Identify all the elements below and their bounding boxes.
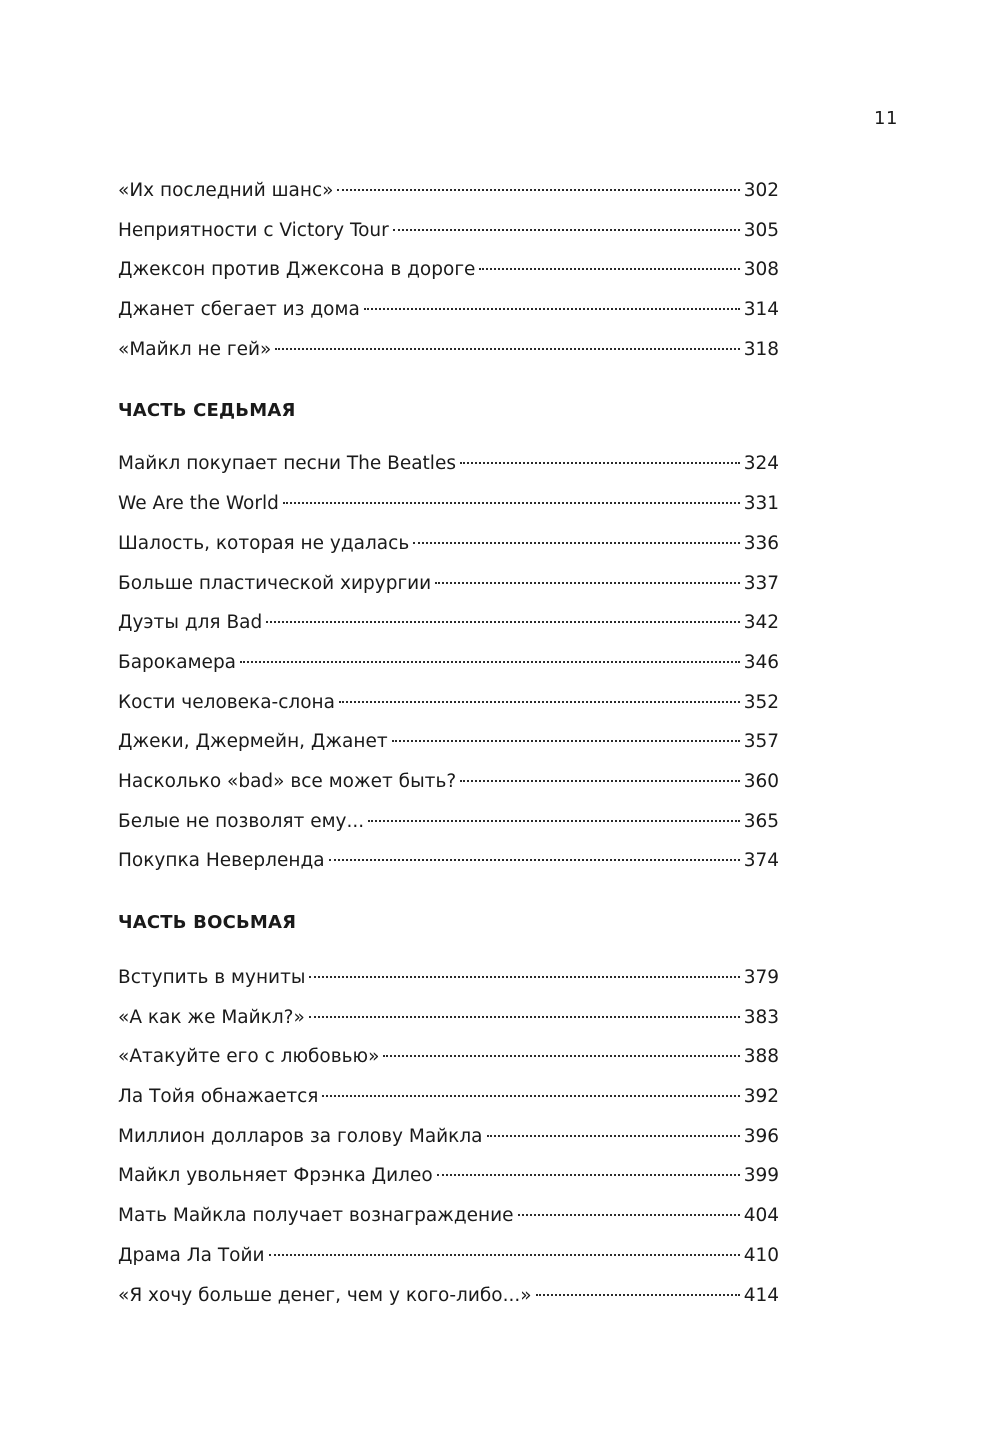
toc-entry-title: We Are the World: [118, 493, 279, 515]
toc-entry[interactable]: [118, 571, 779, 611]
dot-leader: [479, 268, 739, 270]
toc-entry-title: «А как же Майкл?»: [118, 1006, 305, 1028]
section-heading-part-eight: ЧАСТЬ ВОСЬМАЯ: [118, 912, 297, 933]
toc-entry-title: Вступить в муниты: [118, 967, 306, 988]
toc-entry-page: 383: [743, 1006, 779, 1028]
toc-entry-page: 360: [743, 770, 779, 792]
toc-entry-page: 305: [743, 219, 779, 241]
toc-entry-title: Джексон против Джексона в дороге: [118, 259, 476, 281]
toc-entry-title: Больше пластической хирургии: [118, 572, 432, 594]
toc-entry-title: «Я хочу больше денег, чем у кого-либо...»: [118, 1284, 532, 1306]
table-of-contents: [118, 178, 779, 1322]
toc-entry[interactable]: [118, 178, 779, 218]
toc-entry-page: 346: [743, 651, 779, 673]
toc-entry-title: Барокамера: [118, 651, 237, 673]
toc-entry[interactable]: [118, 690, 779, 730]
dot-leader: [275, 348, 739, 350]
dot-leader: [266, 621, 739, 623]
dot-leader: [393, 229, 740, 231]
toc-entry[interactable]: [118, 1163, 779, 1203]
toc-entry-title: Покупка Неверленда: [118, 850, 325, 872]
toc-entry[interactable]: [118, 218, 779, 258]
dot-leader: [392, 740, 740, 742]
toc-entry-page: 308: [743, 259, 779, 281]
toc-entry[interactable]: [118, 531, 779, 571]
toc-entry[interactable]: [118, 337, 779, 377]
toc-entry[interactable]: [118, 257, 779, 297]
toc-entry-title: Шалость, которая не удалась: [118, 532, 410, 554]
toc-entry-page: 337: [743, 572, 779, 594]
toc-entry-page: 388: [743, 1046, 779, 1068]
toc-entry[interactable]: [118, 1044, 779, 1084]
dot-leader: [460, 780, 740, 782]
toc-entry-page: 379: [743, 967, 779, 988]
toc-entry-page: 302: [743, 180, 779, 201]
dot-leader: [487, 1135, 740, 1137]
toc-entry-page: 410: [743, 1244, 779, 1266]
toc-entry-title: «Их последний шанс»: [118, 180, 334, 201]
toc-entry-title: Неприятности с Victory Tour: [118, 219, 389, 241]
toc-entry[interactable]: [118, 1084, 779, 1124]
section-heading-part-seven: ЧАСТЬ СЕДЬМАЯ: [118, 400, 296, 422]
toc-entry-title: Ла Тойя обнажается: [118, 1086, 319, 1108]
toc-entry-page: 331: [743, 493, 779, 515]
toc-entry[interactable]: [118, 297, 779, 337]
toc-entry-page: 352: [743, 691, 779, 713]
toc-entry-page: 399: [743, 1165, 779, 1187]
toc-entry[interactable]: [118, 1124, 779, 1164]
toc-entry-title: Дуэты для Bad: [118, 612, 263, 634]
dot-leader: [309, 976, 739, 978]
dot-leader: [337, 189, 739, 191]
toc-entry[interactable]: [118, 1005, 779, 1045]
toc-entry-page: 396: [743, 1125, 779, 1147]
dot-leader: [437, 1174, 740, 1176]
dot-leader: [368, 820, 740, 822]
dot-leader: [383, 1055, 739, 1057]
toc-entry-title: Насколько «bad» все может быть?: [118, 770, 457, 792]
toc-group-part-seven: [118, 451, 779, 888]
toc-entry[interactable]: [118, 1203, 779, 1243]
toc-entry[interactable]: [118, 965, 779, 1005]
toc-entry-page: 336: [743, 532, 779, 554]
dot-leader: [329, 859, 740, 861]
toc-entry[interactable]: [118, 848, 779, 888]
toc-entry-title: Кости человека-слона: [118, 691, 335, 713]
toc-entry-page: 374: [743, 850, 779, 872]
toc-entry-title: Мать Майкла получает вознаграждение: [118, 1205, 514, 1227]
toc-group-continued: [118, 178, 779, 376]
toc-entry[interactable]: [118, 451, 779, 491]
toc-entry-page: 342: [743, 612, 779, 634]
toc-entry[interactable]: [118, 610, 779, 650]
dot-leader: [460, 462, 740, 464]
toc-entry-title: Джанет сбегает из дома: [118, 299, 360, 321]
toc-entry[interactable]: [118, 491, 779, 531]
dot-leader: [309, 1016, 740, 1018]
toc-entry-page: 318: [743, 338, 779, 360]
dot-leader: [283, 502, 740, 504]
toc-entry-page: 404: [743, 1205, 779, 1227]
toc-entry-title: «Атакуйте его с любовью»: [118, 1046, 380, 1068]
dot-leader: [339, 701, 740, 703]
dot-leader: [240, 661, 740, 663]
toc-entry[interactable]: [118, 1283, 779, 1323]
dot-leader: [413, 542, 739, 544]
toc-entry[interactable]: [118, 769, 779, 809]
toc-entry-page: 324: [743, 453, 779, 475]
toc-group-part-eight: [118, 965, 779, 1322]
toc-entry-title: Белые не позволят ему...: [118, 810, 365, 832]
dot-leader: [435, 582, 739, 584]
dot-leader: [518, 1214, 740, 1216]
dot-leader: [322, 1095, 739, 1097]
dot-leader: [536, 1294, 740, 1296]
toc-entry-title: «Майкл не гей»: [118, 338, 272, 360]
toc-entry-title: Миллион долларов за голову Майкла: [118, 1125, 483, 1147]
toc-entry[interactable]: [118, 1243, 779, 1283]
toc-entry-page: 392: [743, 1086, 779, 1108]
toc-entry-title: Драма Ла Тойи: [118, 1244, 265, 1266]
dot-leader: [269, 1254, 740, 1256]
toc-entry-title: Майкл покупает песни The Beatles: [118, 453, 456, 475]
toc-entry[interactable]: [118, 809, 779, 849]
toc-entry-page: 357: [743, 731, 779, 753]
toc-entry-title: Джеки, Джермейн, Джанет: [118, 731, 388, 753]
toc-entry-page: 314: [743, 299, 779, 321]
toc-entry[interactable]: [118, 650, 779, 690]
toc-entry-page: 365: [743, 810, 779, 832]
toc-entry-page: 414: [743, 1284, 779, 1306]
page-number: 11: [874, 108, 898, 129]
toc-entry-title: Майкл увольняет Фрэнка Дилео: [118, 1165, 433, 1187]
toc-entry[interactable]: [118, 729, 779, 769]
dot-leader: [364, 308, 740, 310]
